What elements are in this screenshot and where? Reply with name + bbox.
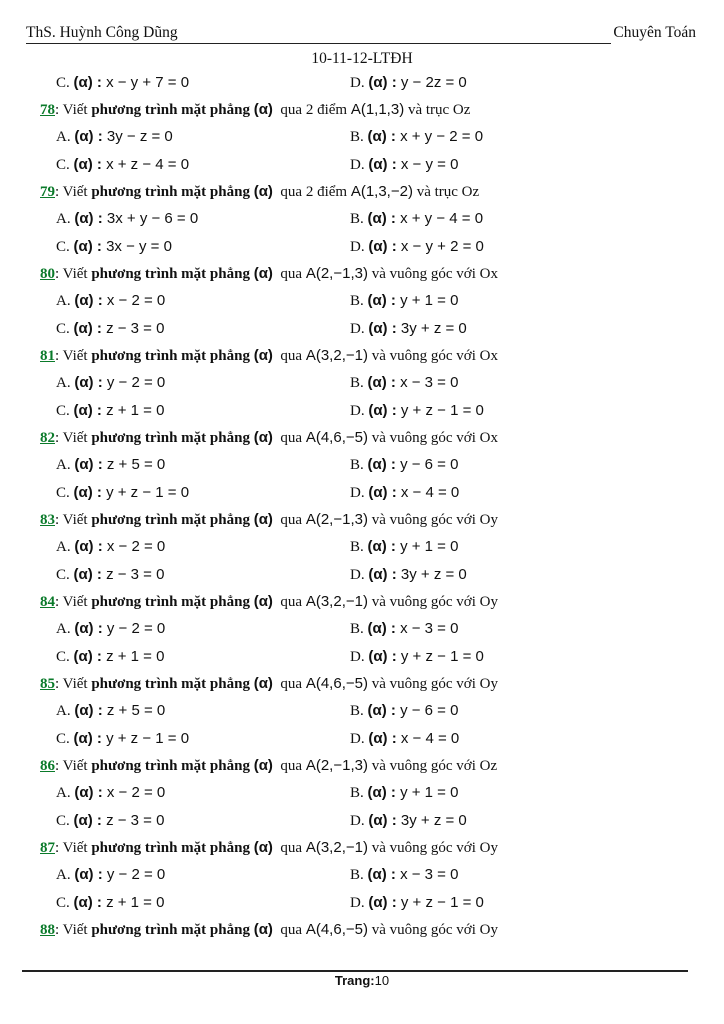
question-number: 83 [40, 511, 55, 528]
question-78 [0, 101, 724, 123]
option-b: B. (α) : y + 1 = 0 [350, 784, 459, 802]
question-line: 85: Viết phương trình mặt phẳng (α) qua A(4,6,−5) và vuông góc với Oy [40, 674, 498, 692]
option-c: C. (α) : y + z − 1 = 0 [56, 483, 190, 501]
question-80 [0, 265, 724, 287]
header-subtitle: 10-11-12-LTĐH [311, 50, 413, 67]
option-d: D. (α) : y + z − 1 = 0 [350, 401, 484, 419]
question-line: 88: Viết phương trình mặt phẳng (α) qua A(4,6,−5) và vuông góc với Oy [40, 920, 498, 938]
option-row [0, 484, 724, 506]
question-79 [0, 183, 724, 205]
option-row [0, 648, 724, 670]
question-number: 78 [40, 102, 55, 118]
option-a: A. (α) : x − 2 = 0 [56, 538, 166, 556]
option-a: A. (α) : y − 2 = 0 [56, 374, 166, 392]
question-line: 86: Viết phương trình mặt phẳng (α) qua A(2,−1,3) và vuông góc với Oz [40, 756, 498, 774]
option-c: C. (α) : z − 3 = 0 [56, 319, 165, 337]
option-a: A. (α) : y − 2 = 0 [56, 866, 166, 884]
question-88 [0, 921, 724, 943]
option-row [0, 210, 724, 232]
option-row [0, 566, 724, 588]
option-row [0, 620, 724, 642]
option-row [0, 538, 724, 560]
question-line: 81: Viết phương trình mặt phẳng (α) qua A(3,2,−1) và vuông góc với Ox [40, 346, 498, 364]
option-a: A. (α) : 3y − z = 0 [56, 128, 173, 146]
option-c: C. (α) : y + z − 1 = 0 [56, 729, 190, 747]
option-row [0, 784, 724, 806]
option-d: D. (α) : x − y = 0 [350, 155, 459, 173]
option-d: D. (α) : x − 4 = 0 [350, 483, 460, 501]
header-author: ThS. Huỳnh Công Dũng [26, 24, 178, 41]
option-b: B. (α) : y + 1 = 0 [350, 292, 459, 310]
question-81 [0, 347, 724, 369]
option-d: D. (α) : x − y + 2 = 0 [350, 237, 484, 255]
option-c: C. (α) : 3x − y = 0 [56, 237, 172, 255]
question-82 [0, 429, 724, 451]
option-a: A. (α) : x − 2 = 0 [56, 784, 166, 802]
option-row [0, 702, 724, 724]
question-85 [0, 675, 724, 697]
option-row [0, 866, 724, 888]
option-a: A. (α) : z + 5 = 0 [56, 456, 166, 474]
option-a: A. (α) : y − 2 = 0 [56, 620, 166, 638]
question-line: 79: Viết phương trình mặt phẳng (α) qua 2 điểm A(1,3,−2) và trục Oz [40, 182, 480, 200]
option-row [0, 320, 724, 342]
question-line: 84: Viết phương trình mặt phẳng (α) qua A(3,2,−1) và vuông góc với Oy [40, 592, 498, 610]
option-c: C. (α) : x + z − 4 = 0 [56, 155, 190, 173]
option-row [0, 156, 724, 178]
option-d: D. (α) : y + z − 1 = 0 [350, 647, 484, 665]
option-row [0, 292, 724, 314]
question-number: 82 [40, 429, 55, 446]
question-number: 81 [40, 347, 55, 364]
option-row [0, 238, 724, 260]
option-a: A. (α) : 3x + y − 6 = 0 [56, 210, 199, 228]
option-a: A. (α) : x − 2 = 0 [56, 292, 166, 310]
option-b: B. (α) : x + y − 4 = 0 [350, 210, 484, 228]
option-row [0, 730, 724, 752]
option-c: C. (α) : x − y + 7 = 0 [56, 74, 190, 91]
question-number: 80 [40, 265, 55, 282]
question-number: 87 [40, 839, 55, 856]
question-number: 79 [40, 183, 55, 200]
option-d: D. (α) : y − 2z = 0 [350, 74, 467, 91]
option-row [0, 74, 724, 96]
question-84 [0, 593, 724, 615]
option-b: B. (α) : x − 3 = 0 [350, 866, 459, 884]
option-row [0, 402, 724, 424]
question-86 [0, 757, 724, 779]
option-c: C. (α) : z + 1 = 0 [56, 893, 165, 911]
option-c: C. (α) : z − 3 = 0 [56, 811, 165, 829]
option-b: B. (α) : x − 3 = 0 [350, 620, 459, 638]
option-a: A. (α) : z + 5 = 0 [56, 702, 166, 720]
question-number: 86 [40, 757, 55, 774]
option-row [0, 894, 724, 916]
question-number: 84 [40, 593, 55, 610]
option-d: D. (α) : y + z − 1 = 0 [350, 893, 484, 911]
option-b: B. (α) : x + y − 2 = 0 [350, 128, 484, 146]
question-number: 85 [40, 675, 55, 692]
option-b: B. (α) : x − 3 = 0 [350, 374, 459, 392]
option-d: D. (α) : 3y + z = 0 [350, 811, 467, 829]
option-d: D. (α) : x − 4 = 0 [350, 729, 460, 747]
option-c: C. (α) : z + 1 = 0 [56, 647, 165, 665]
question-line: 78: Viết phương trình mặt phẳng (α) qua 2 điểm A(1,1,3) và trục Oz [40, 101, 471, 118]
question-line: 83: Viết phương trình mặt phẳng (α) qua A(2,−1,3) và vuông góc với Oy [40, 510, 498, 528]
option-row [0, 374, 724, 396]
option-c: C. (α) : z − 3 = 0 [56, 565, 165, 583]
header-divider [26, 43, 611, 44]
option-d: D. (α) : 3y + z = 0 [350, 565, 467, 583]
page-footer: Trang:10 [334, 973, 390, 988]
question-87 [0, 839, 724, 861]
question-line: 87: Viết phương trình mặt phẳng (α) qua A(3,2,−1) và vuông góc với Oy [40, 838, 498, 856]
header-subject: Chuyên Toán [613, 24, 696, 41]
question-line: 82: Viết phương trình mặt phẳng (α) qua A(4,6,−5) và vuông góc với Ox [40, 428, 498, 446]
option-b: B. (α) : y − 6 = 0 [350, 702, 459, 720]
question-line: 80: Viết phương trình mặt phẳng (α) qua A(2,−1,3) và vuông góc với Ox [40, 264, 498, 282]
option-c: C. (α) : z + 1 = 0 [56, 401, 165, 419]
footer-divider [22, 970, 688, 972]
option-b: B. (α) : y − 6 = 0 [350, 456, 459, 474]
question-83 [0, 511, 724, 533]
option-row [0, 128, 724, 150]
option-d: D. (α) : 3y + z = 0 [350, 319, 467, 337]
option-b: B. (α) : y + 1 = 0 [350, 538, 459, 556]
option-row [0, 456, 724, 478]
option-row [0, 812, 724, 834]
